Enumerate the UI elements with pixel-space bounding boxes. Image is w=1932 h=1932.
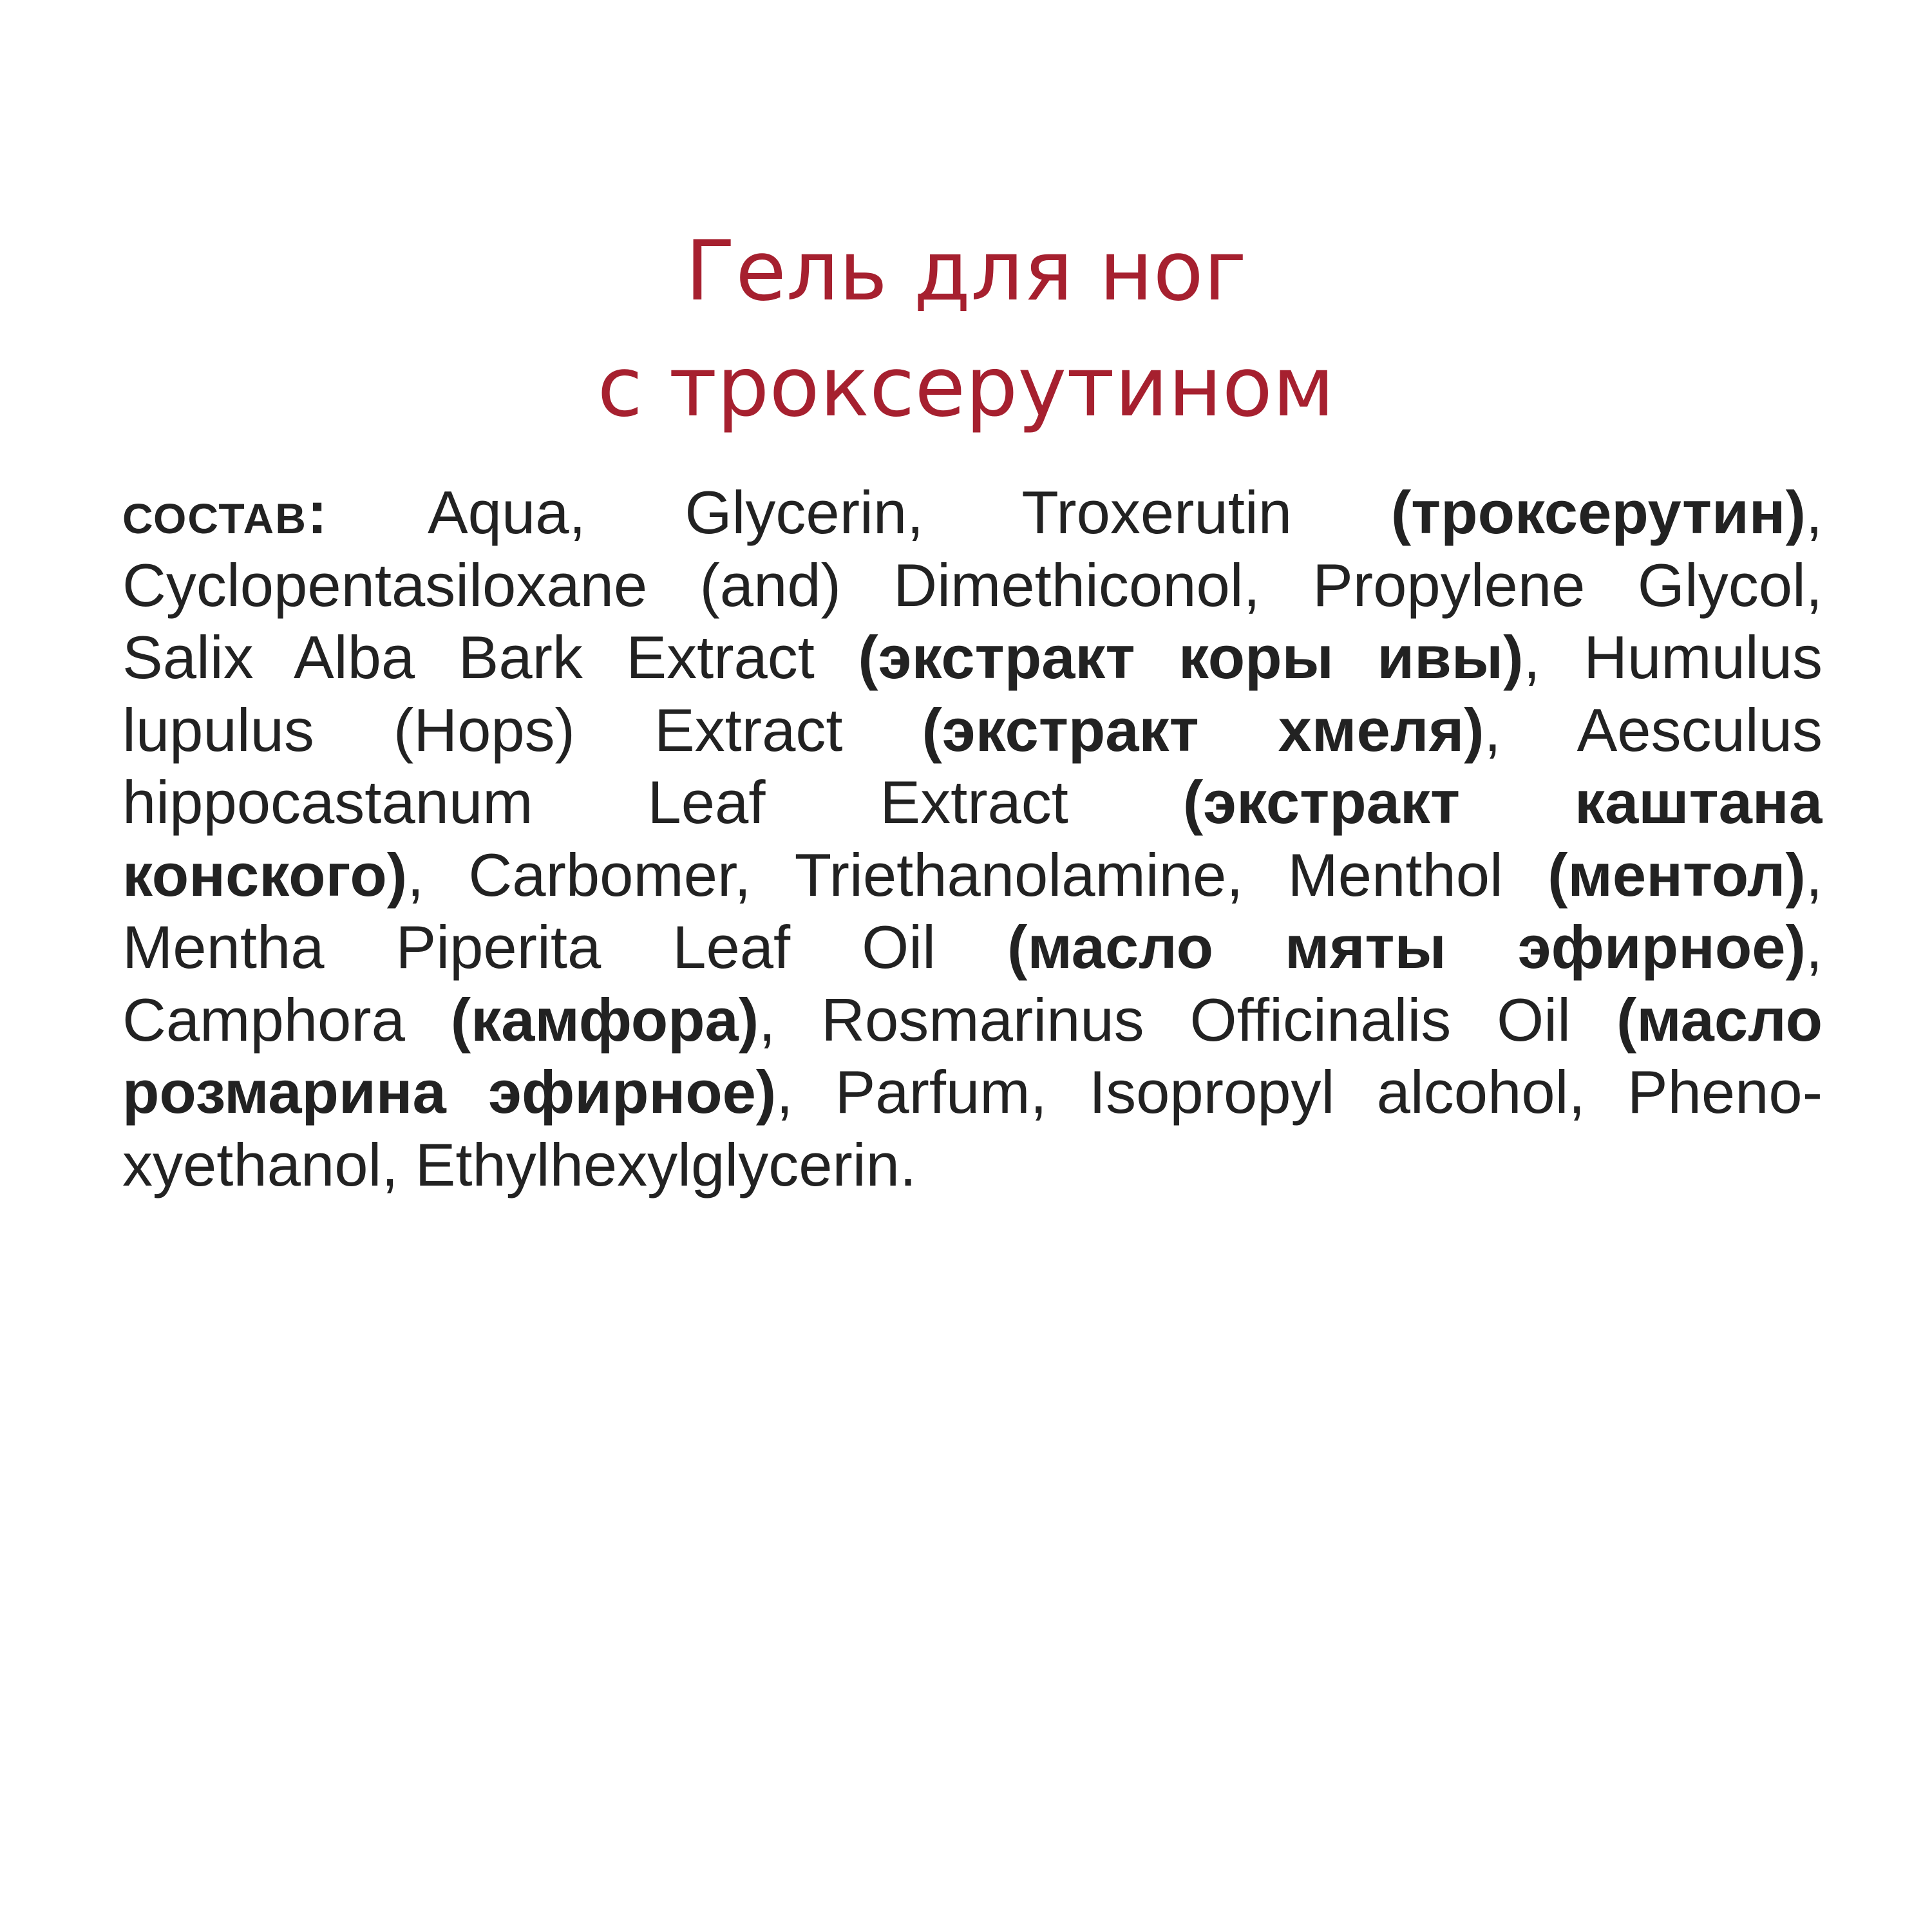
ingredients-line (122, 839, 1823, 912)
ingredient-text: , Carbomer, Triethanolamine, Menthol (407, 840, 1548, 909)
ingredient-text: Cyclopentasiloxane (and) Dimethiconol, Propylene Glycol, (122, 551, 1823, 619)
ingredients-line (122, 621, 1823, 694)
ingredient-translation: (троксерутин) (1390, 478, 1806, 546)
ingredient-translation: (экстракт хмеля) (922, 696, 1484, 764)
ingredients-line (122, 477, 1823, 549)
ingredient-translation: (экстракт коры ивы) (858, 623, 1524, 691)
ingredient-translation: розмарина эфирное) (122, 1058, 777, 1126)
ingredient-text: Aqua, Glycerin, Troxerutin (328, 478, 1391, 546)
ingredients-line (122, 766, 1823, 839)
ingredient-text: xyethanol, Ethylhexylglycerin. (122, 1130, 917, 1198)
ingredient-translation: (экстракт каштана (1182, 768, 1823, 836)
product-title-line-2: с троксерутином (597, 339, 1335, 435)
ingredients-line-last (122, 1129, 1823, 1202)
ingredient-text: , Rosmarinus Officinalis Oil (759, 985, 1616, 1054)
composition-label: состав: (122, 478, 329, 546)
ingredients-composition (122, 477, 1823, 1201)
ingredients-line (122, 549, 1823, 622)
ingredient-text: , (1805, 478, 1823, 546)
ingredient-text: , Humulus (1523, 623, 1823, 691)
product-title-line-1: Гель для ног (685, 223, 1247, 319)
ingredient-text: , Parfum, Isopropyl alcohol, Pheno- (776, 1058, 1823, 1126)
ingredient-translation: конского) (122, 840, 408, 909)
ingredient-translation: (масло (1616, 985, 1823, 1054)
ingredient-translation: (ментол) (1548, 840, 1806, 909)
ingredient-text: hippocastanum Leaf Extract (122, 768, 1183, 836)
ingredient-text: , (1805, 913, 1823, 981)
ingredients-line (122, 984, 1823, 1057)
ingredient-text: , (1805, 840, 1823, 909)
ingredient-text: Mentha Piperita Leaf Oil (122, 913, 1008, 981)
ingredient-text: Salix Alba Bark Extract (122, 623, 858, 691)
ingredient-translation: (камфора) (450, 985, 759, 1054)
ingredient-text: , Aesculus (1484, 696, 1823, 764)
ingredient-text: Camphora (122, 985, 451, 1054)
ingredients-line (122, 1056, 1823, 1129)
ingredient-text: lupulus (Hops) Extract (122, 696, 922, 764)
ingredient-translation: (масло мяты эфирное) (1007, 913, 1806, 981)
ingredients-line (122, 694, 1823, 767)
ingredients-line (122, 911, 1823, 984)
